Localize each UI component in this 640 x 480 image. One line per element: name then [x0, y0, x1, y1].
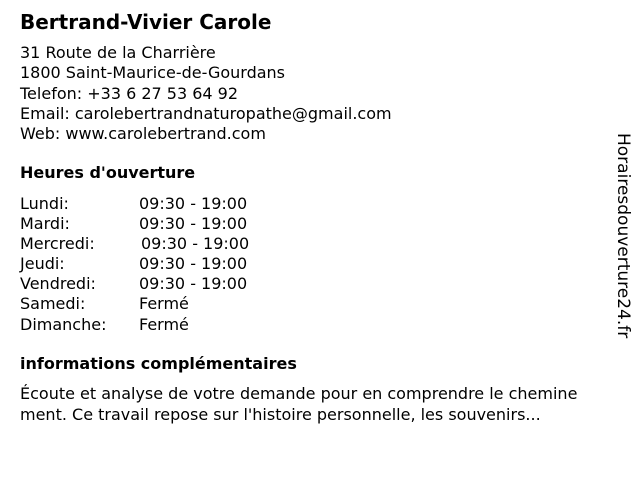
- additional-info-heading: informations complémentaires: [20, 354, 297, 373]
- contact-block: [20, 43, 392, 144]
- hours-value: Fermé: [139, 294, 189, 314]
- hours-value: 09:30 - 19:00: [141, 234, 250, 254]
- opening-hours-heading: Heures d'ouverture: [20, 163, 196, 182]
- day-label: Jeudi:: [20, 254, 65, 274]
- additional-info-text: [20, 384, 624, 425]
- day-label: Dimanche:: [20, 314, 107, 334]
- day-label: Vendredi:: [20, 274, 96, 294]
- web-line: Web: www.carolebertrand.com: [20, 124, 266, 144]
- hours-value: 09:30 - 19:00: [139, 194, 248, 213]
- hours-value: Fermé: [139, 314, 189, 334]
- info-text-line: Écoute et analyse de votre demande pour en comprendre le chemine: [20, 384, 578, 403]
- day-label: Mercredi:: [20, 234, 95, 254]
- email-line: Email: carolebertrandnaturopathe@gmail.com: [20, 103, 392, 123]
- phone-line: Telefon: +33 6 27 53 64 92: [20, 83, 239, 103]
- address-city: 1800 Saint-Maurice-de-Gourdans: [20, 63, 286, 83]
- hours-value: 09:30 - 19:00: [139, 214, 248, 234]
- info-text-line: ment. Ce travail repose sur l'histoire personnelle, les souvenirs...: [20, 404, 541, 424]
- address-street: 31 Route de la Charrière: [20, 43, 216, 62]
- hours-value: 09:30 - 19:00: [139, 254, 248, 274]
- day-label: Samedi:: [20, 294, 86, 314]
- site-watermark: [611, 133, 635, 345]
- hours-value: 09:30 - 19:00: [139, 274, 248, 294]
- day-label: Mardi:: [20, 214, 70, 234]
- business-name: Bertrand-Vivier Carole: [20, 10, 272, 34]
- watermark-text: Horairesdouverture24.fr: [613, 133, 633, 339]
- day-label: Lundi:: [20, 194, 69, 213]
